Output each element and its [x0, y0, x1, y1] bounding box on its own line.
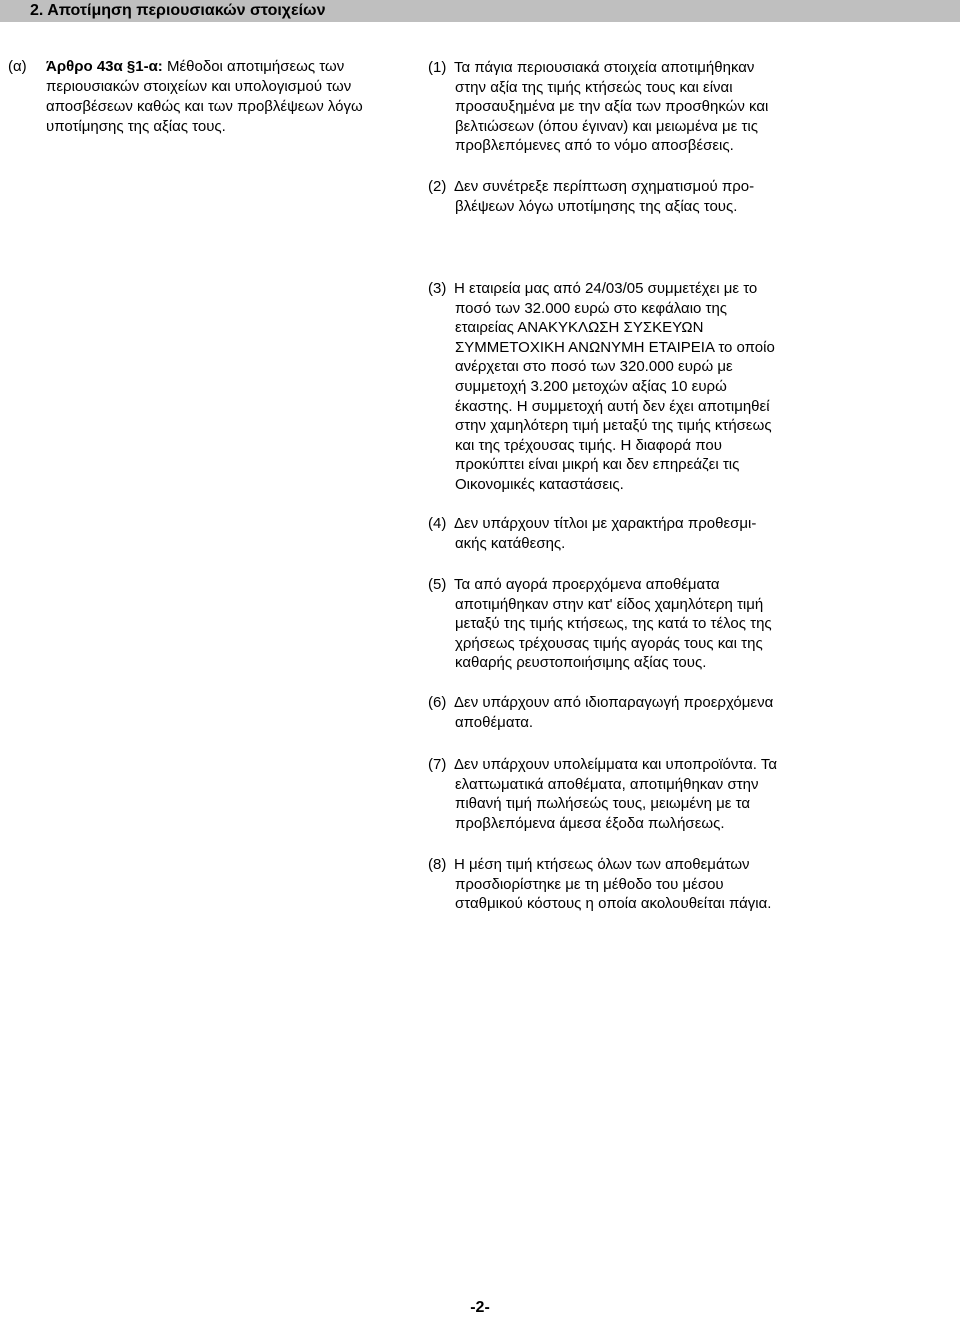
item-number: (5) [428, 576, 447, 593]
item-line: και της τρέχουσας τιμής. Η διαφορά που [455, 436, 722, 454]
section-header [0, 0, 960, 22]
page-number: -2- [470, 1299, 490, 1316]
item-line: συμμετοχή 3.200 μετοχών αξίας 10 ευρώ [455, 377, 727, 395]
article-line: αποσβέσεων καθώς και των προβλέψεων λόγω [46, 98, 363, 115]
item-line: στην αξία της τιμής κτήσεώς τους και είναι [455, 78, 733, 96]
item-line: Η εταιρεία μας από 24/03/05 συμμετέχει με το [454, 280, 758, 297]
article-line: υποτίμησης της αξίας τους. [46, 118, 226, 135]
item-line: Οικονομικές καταστάσεις. [455, 475, 624, 493]
item-line: Δεν συνέτρεξε περίπτωση σχηματισμού προ- [454, 178, 755, 195]
item-line: Δεν υπάρχουν υπολείμματα και υποπροϊόντα. Τα [454, 756, 778, 773]
item-line: ελαττωματικά αποθέματα, αποτιμήθηκαν στην [455, 775, 759, 793]
item-number: (6) [428, 694, 447, 711]
numbered-item-6 [428, 693, 848, 732]
item-line: Τα πάγια περιουσιακά στοιχεία αποτιμήθηκαν [454, 59, 755, 76]
item-line: ακής κατάθεσης. [455, 534, 566, 552]
numbered-item-1 [428, 58, 848, 156]
numbered-item-7 [428, 755, 848, 833]
item-number: (1) [428, 59, 447, 76]
item-marker-alpha: (α) [8, 58, 27, 75]
item-line: αποτιμήθηκαν στην κατ' είδος χαμηλότερη τιμή [455, 595, 764, 613]
item-number: (7) [428, 756, 447, 773]
item-line: προσδιορίστηκε με τη μέθοδο του μέσου [455, 875, 724, 893]
item-line: Η μέση τιμή κτήσεως όλων των αποθεμάτων [454, 856, 750, 873]
item-number: (8) [428, 856, 447, 873]
item-number: (4) [428, 515, 447, 532]
item-number: (3) [428, 280, 447, 297]
section-title: 2. Αποτίμηση περιουσιακών στοιχείων [30, 2, 326, 19]
item-line: αποθέματα. [455, 713, 534, 731]
item-line: χρήσεως τρέχουσας τιμής αγοράς τους και της [455, 634, 763, 652]
item-line: ΣΥΜΜΕΤΟΧΙΚΗ ΑΝΩΝΥΜΗ ΕΤΑΙΡΕΙΑ το οποίο [455, 338, 775, 356]
item-line: καθαρής ρευστοποιήσιμης αξίας τους. [455, 654, 707, 672]
item-number: (2) [428, 178, 447, 195]
item-line: ανέρχεται στο ποσό των 320.000 ευρώ με [455, 358, 733, 376]
item-line: πιθανή τιμή πωλήσεώς τους, μειωμένη με τα [455, 795, 750, 813]
item-line: έκαστης. Η συμμετοχή αυτή δεν έχει αποτιμηθεί [455, 397, 770, 415]
article-reference: Άρθρο 43α §1-α: [46, 58, 163, 75]
item-line: μεταξύ της τιμής κτήσεως, της κατά το τέλος της [455, 615, 772, 633]
item-line: Δεν υπάρχουν από ιδιοπαραγωγή προερχόμενα [454, 694, 774, 711]
article-line: Μέθοδοι αποτιμήσεως των [166, 58, 345, 75]
numbered-item-3 [428, 279, 848, 495]
item-line: σταθμικού κόστους η οποία ακολουθείται πάγια. [455, 895, 772, 913]
item-line: βλέψεων λόγω υποτίμησης της αξίας τους. [455, 197, 738, 215]
item-line: προβλεπόμενα άμεσα έξοδα πωλήσεως. [455, 814, 725, 832]
item-line: ποσό των 32.000 ευρώ στο κεφάλαιο της [455, 299, 728, 317]
item-line: Τα από αγορά προερχόμενα αποθέματα [454, 576, 720, 593]
article-description [46, 57, 401, 137]
numbered-item-8 [428, 855, 848, 914]
item-line: προκύπτει είναι μικρή και δεν επηρεάζει τις [455, 456, 740, 474]
numbered-item-4 [428, 514, 848, 553]
article-line: περιουσιακών στοιχείων και υπολογισμού των [46, 78, 352, 95]
item-line: βελτιώσεων (όπου έγιναν) και μειωμένα με τις [455, 117, 758, 135]
numbered-item-2 [428, 177, 848, 216]
item-line: προσαυξημένα με την αξία των προσθηκών και [455, 98, 769, 116]
item-line: στην χαμηλότερη τιμή μεταξύ της τιμής κτήσεως [455, 417, 772, 435]
item-line: Δεν υπάρχουν τίτλοι με χαρακτήρα προθεσμι- [454, 515, 757, 532]
item-line: προβλεπόμενες από το νόμο αποσβέσεις. [455, 137, 734, 155]
item-line: εταιρείας ΑΝΑΚΥΚΛΩΣΗ ΣΥΣΚΕΥΩΝ [455, 319, 704, 337]
numbered-item-5 [428, 575, 848, 673]
